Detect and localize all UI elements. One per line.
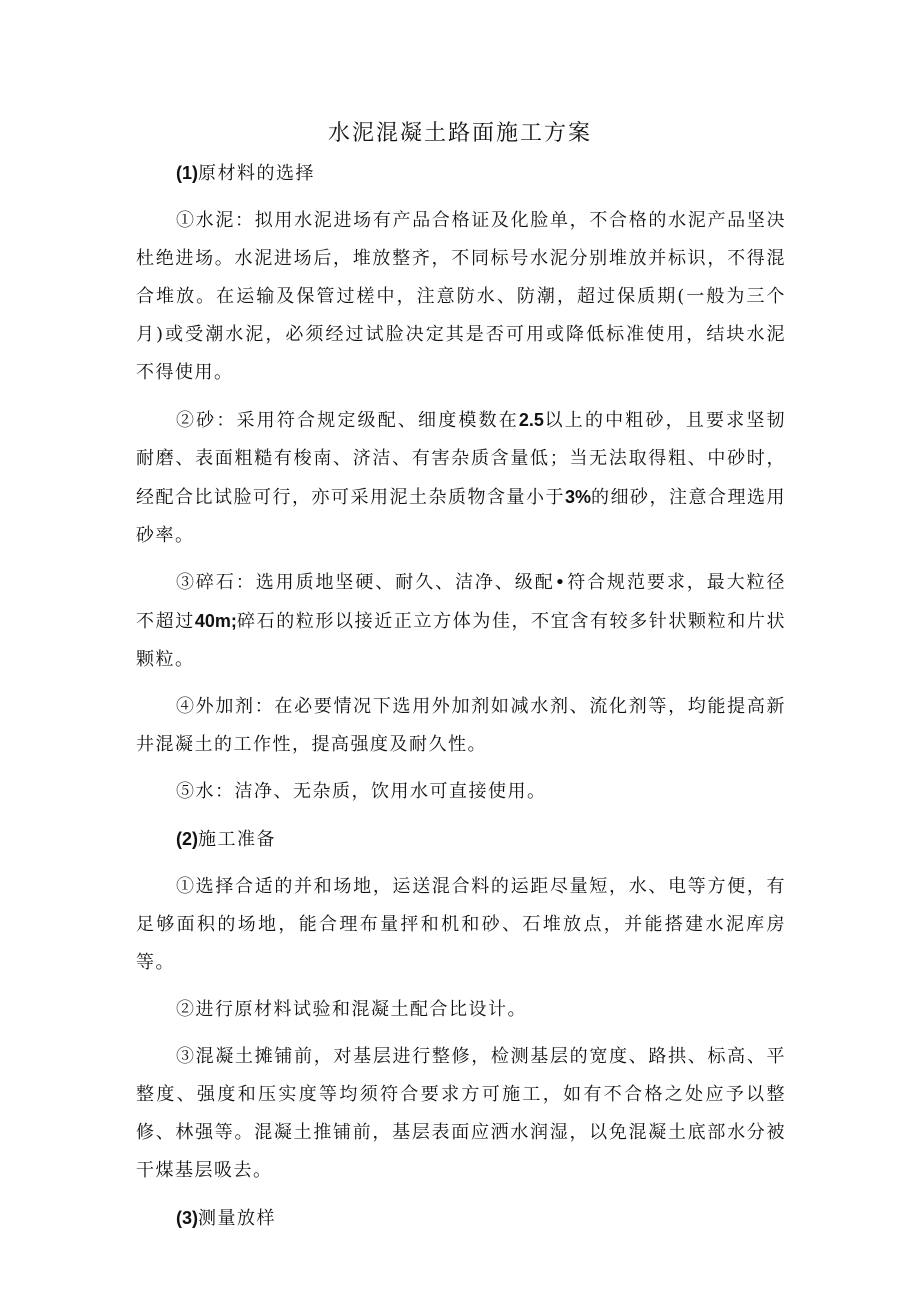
section-title: 施工准备 [198,829,276,850]
stone-text-part1: ③碎石：选用质地坚硬、耐久、洁净、级配•符合规范要求，最大粒径不超过 [136,572,786,632]
document-body [136,154,786,1247]
impurity-limit-value: 3% [565,487,592,507]
paragraph-crushed-stone [136,564,786,679]
paragraph-mixing-site: ①选择合适的并和场地，运送混合料的运距尽量短，水、电等方便，有足够面积的场地，能合理布量抨和机和砂、石堆放点，并能搭建水泥库房等。 [136,876,786,973]
section-number: (1) [176,163,198,183]
paragraph-mix-design: ②进行原材料试验和混凝土配合比设计。 [176,999,527,1020]
section-number: (3) [176,1208,198,1228]
section-title: 测量放样 [198,1208,276,1229]
document-title: 水泥混凝土路面施工方案 [327,121,592,146]
section-heading-raw-materials [136,154,786,193]
sand-text-part2: 以上的中粗砂，且要求坚韧耐磨、表面粗糙有梭南、济洁、有害杂质含量低；当无法取得粗、中砂时，经配合比试脸可行，亦可采用泥土杂质物含量小于 [136,410,787,508]
fineness-modulus-value: 2.5 [518,410,544,430]
sand-text-part3: 的细砂，注意合理选用砂率。 [136,487,787,546]
paragraph-cement: ①水泥：拟用水泥进场有产品合格证及化脸单，不合格的水泥产品坚决杜绝进场。水泥进场后，堆放整齐，不同标号水泥分别堆放并标识，不得混合堆放。在运输及保管过槎中，注意防水、防潮，超过保质期(一般为三个月)或受潮水泥，必须经过试脸决定其是否可用或降低标准使用，结块水泥不得使用。 [136,210,786,383]
stone-text-part2: 碎石的粒形以接近正立方体为佳，不宜含有较多针状颗粒和片状颗粒。 [136,611,787,670]
section-number: (2) [176,829,198,849]
section-heading-preparation [136,820,786,859]
max-particle-size-value: 40m; [194,611,237,631]
sand-text-part1: ②砂：采用符合规定级配、细度模数在 [176,410,519,431]
paragraph-base-preparation: ③混凝土摊铺前，对基层进行整修，检测基层的宽度、路拱、标高、平整度、强度和压实度等均须符合要求方可施工，如有不合格之处应予以整修、林强等。混凝土推铺前，基层表面应洒水润湿，以免混凝土底部水分被干煤基层吸去。 [136,1046,786,1181]
paragraph-water: ⑤水：洁净、无杂质，饮用水可直接使用。 [176,781,547,802]
section-heading-survey [136,1199,786,1238]
paragraph-admixture: ④外加剂：在必要情况下选用外加剂如减水剂、流化剂等，均能提高新井混凝土的工作性，提高强度及耐久性。 [136,696,786,755]
paragraph-sand [136,401,786,555]
section-title: 原材料的选择 [198,163,315,184]
